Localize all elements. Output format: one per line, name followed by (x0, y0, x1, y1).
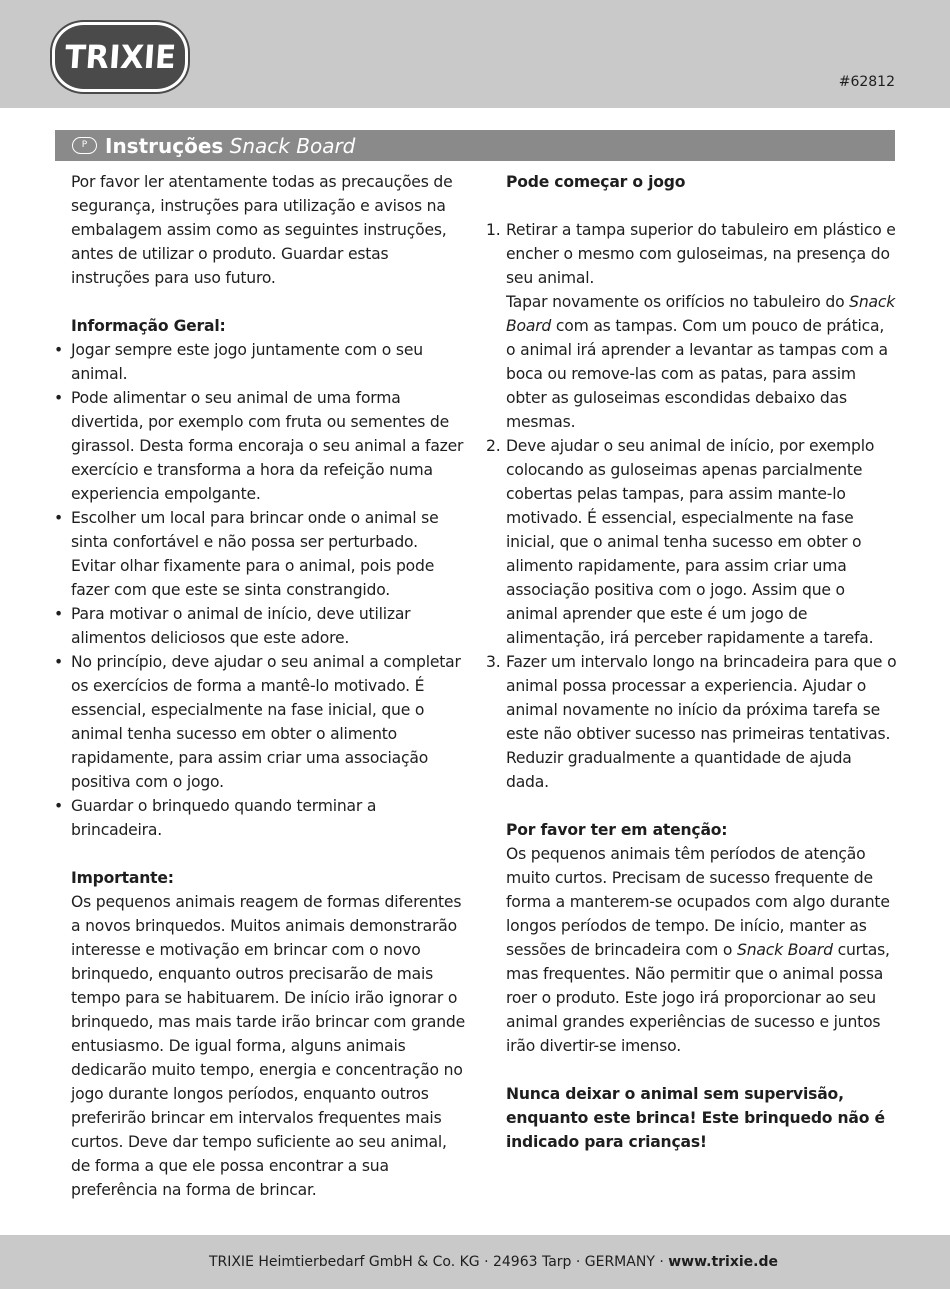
attention-text-pre: Os pequenos animais têm períodos de atenção muito curtos. Precisam de sucesso frequente de forma a manterem-se ocupados com algo durante longos períodos de tempo. De início, manter as sessões de brincadeira com o (506, 845, 890, 959)
step-number: 3. (486, 653, 501, 671)
company-address: TRIXIE Heimtierbedarf GmbH & Co. KG · 24963 Tarp · GERMANY · (208, 1254, 669, 1270)
list-item: • Pode alimentar o seu animal de uma forma divertida, por exemplo com fruta ou sementes de girassol. Desta forma encoraja o seu animal a fazer exercício e transforma a hora da refeição numa experiencia empolgante. (71, 386, 466, 506)
list-item: • No princípio, deve ajudar o seu animal a completar os exercícios de forma a mantê-lo motivado. É essencial, especialmente na fase inicial, que o animal tenha sucesso em obter o alimento rapidamente, para assim criar uma associação positiva com o jogo. (71, 650, 466, 794)
important-heading: Importante: (71, 869, 174, 887)
step-text: Retirar a tampa superior do tabuleiro em plástico e encher o mesmo com guloseimas, na presença do seu animal. (506, 221, 896, 287)
steps-list (486, 218, 898, 794)
attention-paragraph (506, 842, 898, 1058)
page-title (105, 134, 355, 158)
right-column (486, 170, 898, 1154)
important-paragraph: Os pequenos animais reagem de formas diferentes a novos brinquedos. Muitos animais demonstrarão interesse e motivação em brincar com o novo brinquedo, enquanto outros precisarão de mais tempo para se habituarem. De início irão ignorar o brinquedo, mas mais tarde irão brincar com grande entusiasmo. De igual forma, alguns animais dedicarão muito tempo, energia e concentração no jogo durante longos períodos, enquanto outros preferirão brincar em intervalos frequentes mais curtos. Deve dar tempo suficiente ao seu animal, de forma a que ele possa encontrar a sua preferência na forma de brincar. (71, 893, 466, 1199)
footer-address (209, 1254, 778, 1270)
product-name: Snack Board (506, 293, 896, 335)
general-info-list (71, 338, 466, 842)
article-number: #62812 (838, 74, 895, 90)
step-item (486, 434, 898, 650)
title-bar (55, 130, 895, 161)
website-link[interactable]: www.trixie.de (668, 1254, 778, 1270)
list-item: • Jogar sempre este jogo juntamente com o seu animal. (71, 338, 466, 386)
page-header (0, 0, 950, 108)
intro-paragraph: Por favor ler atentamente todas as precauções de segurança, instruções para utilização e avisos na embalagem assim como as seguintes instruções, antes de utilizar o produto. Guardar estas instruções para uso futuro. (71, 173, 453, 287)
list-item: • Para motivar o animal de início, deve utilizar alimentos deliciosos que este adore. (71, 602, 466, 650)
general-info-heading: Informação Geral: (71, 317, 226, 335)
step-text: Deve ajudar o seu animal de início, por exemplo colocando as guloseimas apenas parcialmente cobertas pelas tampas, para assim mante-lo motivado. É essencial, especialmente na fase inicial, que o animal tenha sucesso em obter o alimento rapidamente, para assim criar uma associação positiva com o jogo. Assim que o animal aprender que este é um jogo de alimentação, irá perceber rapidamente a tarefa. (506, 437, 875, 647)
attention-text-post: curtas, mas frequentes. Não permitir que o animal possa roer o produto. Este jogo irá proporcionar ao seu animal grandes experiências de sucesso e juntos irão divertir-se imenso. (506, 941, 890, 1055)
step-item (486, 650, 898, 794)
start-game-heading: Pode começar o jogo (506, 173, 686, 191)
step-number: 1. (486, 221, 501, 239)
title-italic: Snack Board (229, 133, 356, 158)
list-item: • Guardar o brinquedo quando terminar a brincadeira. (71, 794, 466, 842)
step-number: 2. (486, 437, 501, 455)
attention-heading: Por favor ter em atenção: (506, 821, 728, 839)
trixie-logo (52, 22, 188, 92)
step-item (486, 218, 898, 434)
supervision-warning: Nunca deixar o animal sem supervisão, enquanto este brinca! Este brinquedo não é indicado para crianças! (506, 1085, 885, 1151)
page-footer (0, 1235, 950, 1289)
step-text-continued (506, 290, 898, 434)
product-name: Snack Board (737, 941, 833, 959)
step-text: Fazer um intervalo longo na brincadeira para que o animal possa processar a experiencia. Ajudar o animal novamente no início da próxima tarefa se este não obtiver sucesso nas primeiras tentativas. Reduzir gradualmente a quantidade de ajuda dada. (506, 653, 897, 791)
step-text-pre: Tapar novamente os orifícios no tabuleiro do (506, 293, 850, 311)
title-bold: Instruções (105, 133, 224, 158)
logo-text: TRIXIE (63, 38, 177, 76)
language-badge: P (72, 137, 97, 154)
list-item: • Escolher um local para brincar onde o animal se sinta confortável e não possa ser perturbado. Evitar olhar fixamente para o animal, pois pode fazer com que este se sinta constrangido. (71, 506, 466, 602)
left-column (71, 170, 466, 1202)
step-text-post: com as tampas. Com um pouco de prática, o animal irá aprender a levantar as tampas com a boca ou remove-las com as patas, para assim obter as guloseimas escondidas debaixo das mesmas. (506, 317, 888, 431)
